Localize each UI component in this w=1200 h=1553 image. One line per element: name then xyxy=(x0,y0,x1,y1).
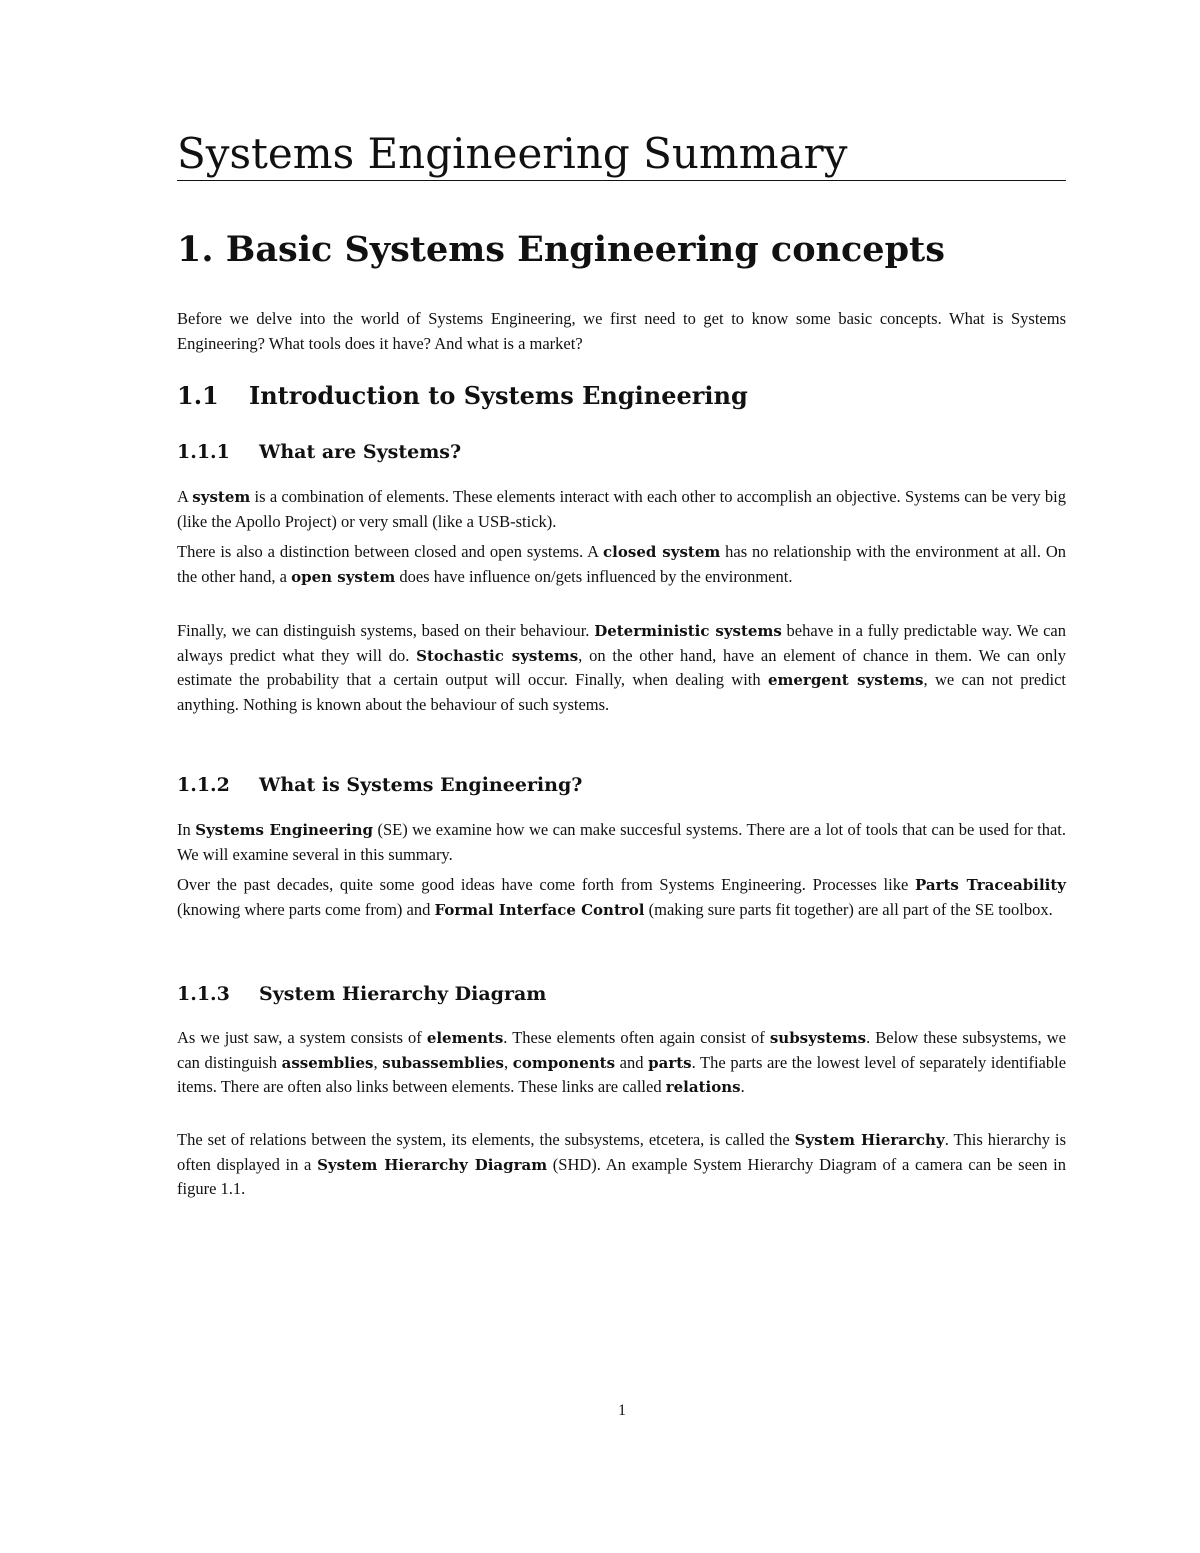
text-run: , we can not predict anything. Nothing is known about the behaviour of such systems. xyxy=(177,670,1067,714)
bold-term: emergent systems xyxy=(767,671,924,689)
subsection-title: System Hierarchy Diagram xyxy=(259,983,547,1005)
bold-term: closed system xyxy=(603,543,721,561)
text-run: (knowing where parts come from) and xyxy=(177,899,435,919)
subsection-heading-1-1-1 xyxy=(177,439,461,465)
paragraph-behaviour xyxy=(177,619,1066,717)
chapter-heading xyxy=(177,226,945,274)
subsection-number: 1.1.1 xyxy=(177,441,230,463)
text-run: (SE) we examine how we can make succesful systems. There are a lot of tools that can be used for that. We will examine several in this summary. xyxy=(177,820,1066,864)
paragraph-se-definition xyxy=(177,818,1066,867)
paragraph-se-toolbox xyxy=(177,873,1066,922)
bold-term: Parts Traceability xyxy=(914,876,1066,894)
bold-term: subsystems xyxy=(769,1029,867,1047)
paragraph-closed-open xyxy=(177,540,1066,589)
subsection-heading-1-1-3 xyxy=(177,981,546,1007)
bold-term: assemblies xyxy=(281,1053,374,1072)
bold-term: parts xyxy=(648,1053,692,1072)
subsection-heading-1-1-2 xyxy=(177,772,582,798)
text-run: . These elements often again consist of xyxy=(503,1028,770,1047)
bold-term: System Hierarchy Diagram xyxy=(317,1155,548,1174)
text-run: Over the past decades, quite some good ideas have come forth from Systems Engineering. Processes like xyxy=(177,875,915,894)
text-run: There is also a distinction between closed and open systems. A xyxy=(177,542,604,561)
text-run: . The parts are the lowest level of separately identifiable items. There are often also links between elements. These links are called xyxy=(177,1052,1067,1096)
text-run: has no relationship with the environment at all. On the other hand, a xyxy=(177,542,1066,586)
text-run: (making sure parts fit together) are all part of the SE toolbox. xyxy=(644,899,1053,919)
subsection-number: 1.1.2 xyxy=(177,774,230,796)
bold-term: Formal Interface Control xyxy=(434,900,645,919)
text-run: does have influence on/gets influenced by the environment. xyxy=(395,566,793,586)
text-run: and xyxy=(615,1052,649,1072)
intro-paragraph: Before we delve into the world of Systems Engineering, we first need to get to know some basic concepts. What is Systems Engineering? What tools does it have? And what is a market? xyxy=(177,309,1066,353)
text-run: In xyxy=(177,820,196,839)
text-run: As we just saw, a system consists of xyxy=(177,1028,427,1047)
section-title: Introduction to Systems Engineering xyxy=(249,381,748,410)
bold-term: open system xyxy=(291,567,396,586)
text-run: Finally, we can distinguish systems, based on their behaviour. xyxy=(177,621,595,640)
page-number: 1 xyxy=(618,1402,626,1419)
bold-term: system xyxy=(192,488,251,506)
bold-term: Stochastic systems xyxy=(416,646,579,665)
text-run: The set of relations between the system, its elements, the subsystems, etcetera, is called the xyxy=(177,1130,795,1149)
bold-term: Deterministic systems xyxy=(594,622,782,640)
section-heading-1-1 xyxy=(177,380,748,412)
text-run: (SHD). An example System Hierarchy Diagram of a camera can be seen in figure 1.1. xyxy=(177,1154,1066,1198)
text-run: . Below these subsystems, we can distinguish xyxy=(177,1028,1066,1072)
bold-term: relations xyxy=(665,1078,741,1096)
paragraph-system-definition xyxy=(177,485,1066,534)
text-run: , xyxy=(373,1052,383,1072)
text-run: . This hierarchy is often displayed in a xyxy=(177,1130,1066,1174)
chapter-number: 1. xyxy=(177,229,214,270)
text-run: is a combination of elements. These elements interact with each other to accomplish an objective. Systems can be very big (like the Apollo Project) or very small (like a USB-stick). xyxy=(177,487,1066,531)
bold-term: Systems Engineering xyxy=(195,821,374,839)
chapter-title: Basic Systems Engineering concepts xyxy=(225,229,945,270)
paragraph-system-hierarchy xyxy=(177,1128,1066,1202)
text-run: behave in a fully predictable way. We can always predict what they will do. xyxy=(177,621,1067,665)
text-run: , on the other hand, have an element of chance in them. We can only estimate the probability that a certain output will occur. Finally, when dealing with xyxy=(177,645,1067,689)
subsection-title: What are Systems? xyxy=(259,441,462,463)
bold-term: System Hierarchy xyxy=(794,1131,945,1149)
text-run: A xyxy=(177,487,193,506)
paragraph-elements xyxy=(177,1026,1066,1100)
section-number: 1.1 xyxy=(177,381,219,410)
bold-term: elements xyxy=(426,1029,504,1047)
subsection-number: 1.1.3 xyxy=(177,983,230,1005)
document-title: Systems Engineering Summary xyxy=(177,128,1066,181)
bold-term: subassemblies xyxy=(382,1053,505,1072)
subsection-title: What is Systems Engineering? xyxy=(259,774,583,796)
text-run: , xyxy=(504,1052,513,1072)
bold-term: components xyxy=(512,1053,616,1072)
text-run: . xyxy=(740,1077,745,1096)
